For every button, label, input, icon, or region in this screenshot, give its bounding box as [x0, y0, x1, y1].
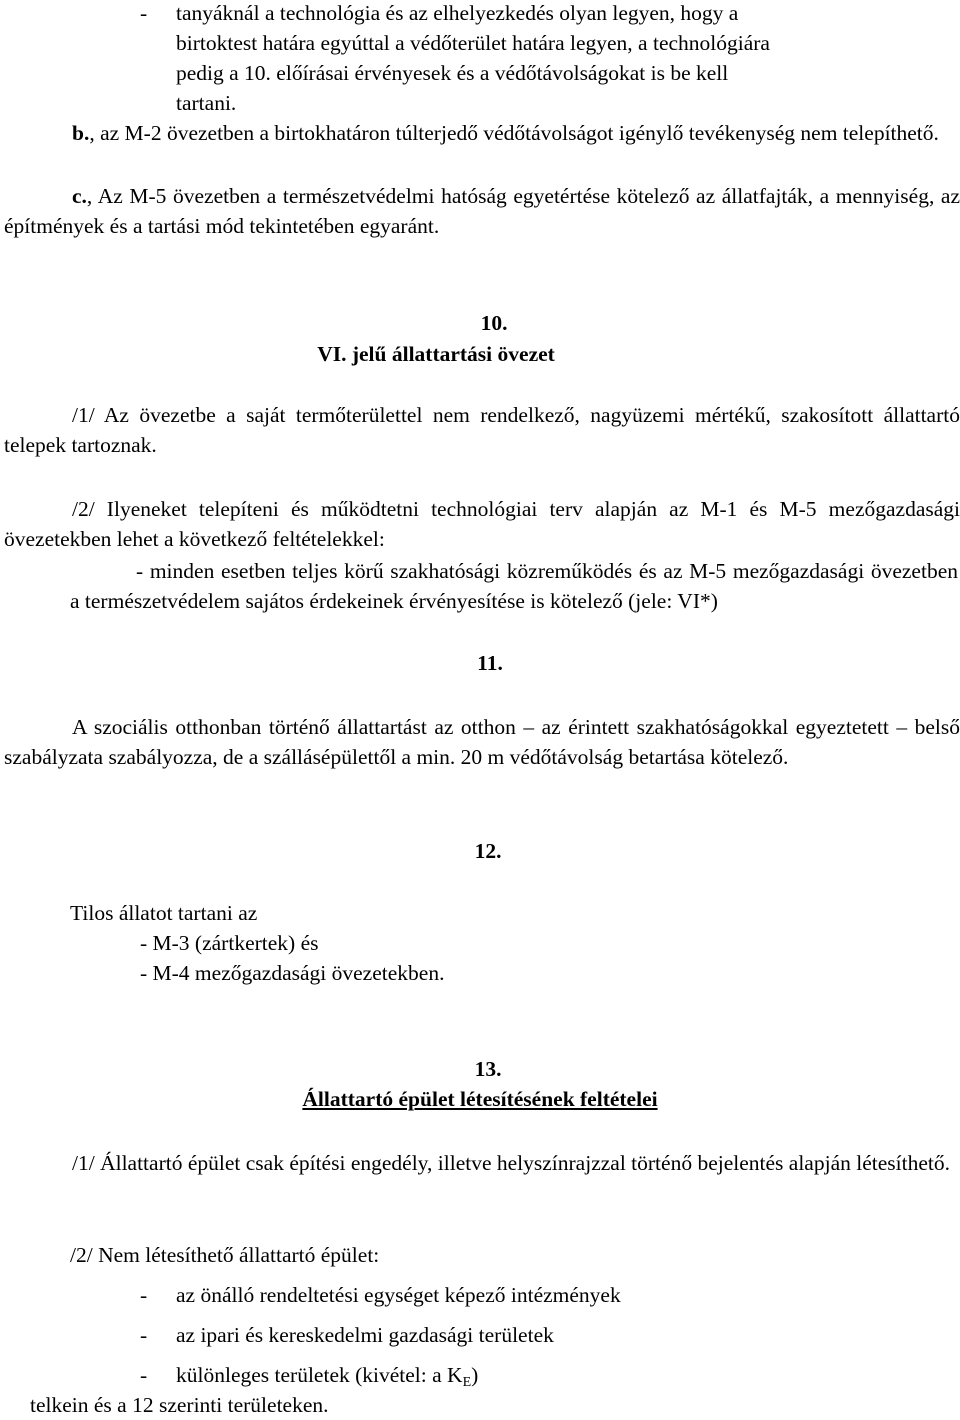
subscript-e: E	[462, 1375, 472, 1390]
item-b-text: , az M-2 övezetben a birtokhatáron túlterjedő védőtávolságot igénylő tevékenység nem telepíthető.	[89, 121, 939, 145]
list-dash: -	[140, 1, 148, 25]
list-dash: -	[140, 1283, 148, 1307]
section-heading-12: 12.	[474, 839, 502, 863]
paragraph-10-2-item: - minden esetben teljes körű szakhatósági közreműködés és az M-5 mezőgazdasági övezetben a természetvédelem sajátos érdekeinek érvényesítése is kötelező (jele: VI*)	[70, 559, 958, 613]
section-heading-13: 13.	[474, 1057, 502, 1081]
paragraph-10-1: /1/ Az övezetbe a saját termőterülettel nem rendelkező, nagyüzemi mértékű, szakosított állattartó telepek tartoznak.	[4, 403, 960, 457]
section-heading-11: 11.	[477, 651, 503, 675]
paragraph-11: A szociális otthonban történő állattartást az otthon – az érintett szakhatóságokkal egyeztetett – belső szabályzata szabályozza, de a szállásépülettől a min. 20 m védőtávolság betartása kötelező.	[4, 715, 960, 769]
item-mark-c: c.	[72, 184, 87, 208]
paragraph-12: Tilos állatot tartani az - M-3 (zártkertek) és - M-4 mezőgazdasági övezetekben.	[70, 901, 445, 985]
section-heading-10: 10.	[480, 311, 508, 335]
paragraph-13-2: /2/ Nem létesíthető állattartó épület:	[70, 1243, 380, 1267]
list-item-a-text: tanyáknál a technológia és az elhelyezkedés olyan legyen, hogy a birtoktest határa egyúttal a védőterület határa legyen, a technológiára pedig a 10. előírásai érvényesek és a védőtávolságokat is be kell tartani.	[176, 1, 770, 115]
item-c-text: , Az M-5 övezetben a természetvédelmi hatóság egyetértése kötelező az állatfajták, a mennyiség, az építmények és a tartási mód tekintetében egyaránt.	[4, 184, 960, 238]
section-title-13: Állattartó épület létesítésének feltételei	[302, 1087, 658, 1111]
paragraph-10-2: /2/ Ilyeneket telepíteni és működtetni technológiai terv alapján az M-1 és M-5 mezőgazdasági övezetekben lehet a következő feltételekkel:	[4, 497, 960, 551]
list-item-b	[4, 118, 960, 148]
section-title-10: VI. jelű állattartási övezet	[317, 342, 555, 366]
item-mark-b: b.	[72, 121, 90, 145]
list-dash: -	[140, 1363, 148, 1387]
document-page: - tanyáknál a technológia és az elhelyezkedés olyan legyen, hogy a birtoktest határa egyúttal a védőterület határa legyen, a technológiára pedig a 10. előírásai érvényesek és a védőtávolságokat is be kell tartani. b., az M-2 övezetben a birtokhatáron túlterjedő védőtávolságot igénylő tevékenység nem telepíthető. c., Az M-5 övezetben a természetvédelmi hatóság egyetértése kötelező az állatfajták, a mennyiség, az építmények és a tartási mód tekintetében egyaránt. 10. VI. jelű állattartási övezet /1/ Az övezetbe a saját termőterülettel nem rendelkező, nagyüzemi mértékű, szakosított állattartó telepek tartoznak. /2/ Ilyeneket telepíteni és működtetni technológiai terv alapján az M-1 és M-5 mezőgazdasági övezetekben lehet a következő feltételekkel: - minden esetben teljes körű szakhatósági közreműködés és az M-5 mezőgazdasági övezetben a természetvédelem sajátos érdekeinek érvényesítése is kötelező (jele: VI*) 11. A szociális otthonban történő állattartást az otthon – az érintett szakhatóságokkal egyeztetett – belső szabályzata szabályozza, de a szállásépülettől a min. 20 m védőtávolság betartása kötelező. 12. Tilos állatot tartani az - M-3 (zártkertek) és - M-4 mezőgazdasági övezetekben. 13. Állattartó épület létesítésének feltételei /1/ Állattartó épület csak építési engedély, illetve helyszínrajzzal történő bejelentés alapján létesíthető. /2/ Nem létesíthető állattartó épület: - az önálló rendeltetési egységet képező intézmények - az ipari és kereskedelmi gazdasági területek - különleges területek (kivétel: a $K_E$) telkein és a 12 szerinti területeken.	[0, 0, 960, 1420]
paragraph-13-1: /1/ Állattartó épület csak építési engedély, illetve helyszínrajzzal történő bejelentés alapján létesíthető.	[72, 1151, 950, 1175]
closing-line: telkein és a 12 szerinti területeken.	[30, 1393, 329, 1417]
list-dash: -	[140, 1323, 148, 1347]
list-item-c	[4, 181, 960, 241]
